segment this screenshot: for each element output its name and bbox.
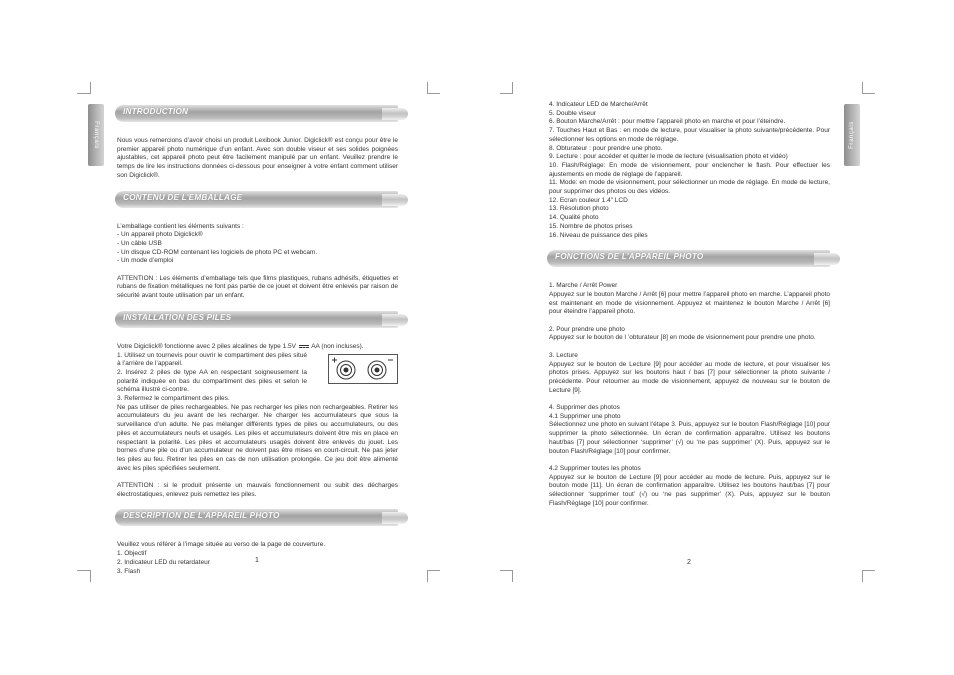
- installation-step: 3. Refermez le compartiment des piles.: [117, 395, 230, 403]
- list-item: 11. Mode: en mode de visionnement, pour sélectionner un mode de réglage. En mode de lecture, pour supprimer des photos ou des vidéos.: [549, 179, 830, 196]
- section-header-fonctions: [547, 250, 830, 267]
- installation-intro: [117, 343, 398, 352]
- dc-symbol-icon: [299, 344, 309, 349]
- battery-polarity-diagram: [328, 354, 398, 384]
- crop-mark: [862, 570, 863, 582]
- left-page-column: [117, 105, 398, 576]
- battery-steps: [117, 352, 398, 396]
- list-item: 12. Ecran couleur 1.4” LCD: [549, 196, 628, 204]
- subsection-title: 4.1 Supprimer une photo: [549, 412, 621, 420]
- subsection-text: Appuyez sur le bouton Marche / Arrêt [6] pour mettre l’appareil photo en marche. L’appareil photo est maintenant en mode de visionnement. Appuyez et maintenez le bouton Marche / Arrêt [6] pour éteindre l’appareil photo.: [549, 290, 830, 316]
- subsection-title: 1. Marche / Arrêt Power: [549, 282, 618, 290]
- list-item: 15. Nombre de photos prises: [549, 222, 633, 230]
- subsection-title: 4. Supprimer des photos: [549, 404, 620, 412]
- crop-mark: [428, 93, 440, 94]
- section-title: DESCRIPTION DE L’APPAREIL PHOTO: [123, 511, 280, 521]
- list-item: 4. Indicateur LED de Marche/Arrêt: [549, 101, 648, 108]
- crop-mark: [863, 570, 875, 571]
- section-header-introduction: [115, 105, 398, 122]
- subsection-title: 3. Lecture: [549, 351, 578, 359]
- section-title: INSTALLATION DES PILES: [123, 312, 232, 322]
- list-item: 5. Double viseur: [549, 109, 596, 117]
- list-item: 16. Niveau de puissance des piles: [549, 231, 648, 239]
- page-number: 1: [255, 557, 259, 564]
- list-item: 1. Objectif: [117, 550, 147, 558]
- crop-mark: [77, 93, 90, 94]
- subsection-text: Appuyez sur le bouton de l ’obturateur [8] en mode de visionnement pour prendre une photo.: [549, 334, 816, 342]
- language-tab-label: Français: [93, 121, 99, 149]
- section-header-description: [115, 509, 398, 526]
- crop-mark: [90, 570, 91, 582]
- right-page-column: [549, 101, 830, 508]
- section-title: FONCTIONS DE L’APPAREIL PHOTO: [555, 252, 704, 262]
- subsection-text: Appuyez sur le bouton de Lecture [9] pour accéder au mode de lecture, et pour visualiser les photos prises. Appuyez sur les boutons haut / bas [7] pour sélectionner la photo suivante / précédente. Pour retourner au mode de visionnement, appuyez de nouveau sur le bouton de Lecture [9].: [549, 360, 830, 394]
- list-item: 6. Bouton Marche/Arrêt : pour mettre l’appareil photo en marche et pour l’éteindre.: [549, 118, 786, 126]
- crop-mark: [427, 570, 428, 582]
- installation-intro-start: Votre Digiclick® fonctionne avec 2 piles alcalines de type 1.5V: [117, 342, 296, 350]
- installation-warning: ATTENTION : si le produit présente un mauvais fonctionnement ou subit des décharges électrostatiques, enlevez puis remettez les piles.: [117, 482, 398, 498]
- installation-step: 1. Utilisez un tournevis pour ouvrir le compartiment des piles situé à l’arrière de l’appareil.: [117, 351, 307, 368]
- crop-mark: [90, 82, 91, 94]
- language-tab-left: [88, 104, 104, 166]
- list-item: 13. Résolution photo: [549, 205, 609, 213]
- subsection-title: 4.2 Supprimer toutes les photos: [549, 464, 641, 472]
- list-item: 10. Flash/Réglage: En mode de visionnement, pour enclencher le flash. Pour effectuer les ajustements en mode de réglage de l’appareil.: [549, 161, 830, 178]
- list-item: 14. Qualité photo: [549, 214, 599, 222]
- contenu-intro: L’emballage contient les éléments suivants :: [117, 222, 244, 230]
- introduction-text: Nous vous remercions d’avoir choisi un produit Lexibook Junior. Digiclick® est conçu pour être le premier appareil photo numérique d’un enfant. Avec son double viseur et ses solides poignées ajustables, cet appareil photo peut être facilement manipulé par un enfant. Veuillez prendre le temps de lire les instructions données ci-dessous pour enseigner à votre enfant comment utiliser son Digiclick®.: [117, 137, 398, 179]
- list-item: - Un disque CD-ROM contenant les logiciels de photo PC et webcam.: [117, 248, 318, 256]
- section-title: CONTENU DE L’EMBALLAGE: [123, 192, 243, 202]
- page-number: 2: [687, 559, 691, 566]
- subsection-title: 2. Pour prendre une photo: [549, 325, 625, 333]
- list-item: 2. Indicateur LED du retardateur: [117, 558, 210, 566]
- crop-mark: [863, 93, 875, 94]
- installation-safety: Ne pas utiliser de piles rechargeables. Ne pas recharger les piles non rechargeables. Retirer les accumulateurs du jeu avant de les recharger. Ne charger les accumulateurs que sous la surveillance d’un adulte. Ne pas mélanger différents types de piles ou accumulateurs, ou des piles et accumulateurs neufs et usagés. Les piles et accumulateurs doivent être mis en place en respectant la polarité. Les piles et accumulateurs usagés doivent être enlevés du jouet. Les bornes d’une pile ou d’un accumulateur ne doivent pas être mises en court-circuit. Ne pas jeter les piles au feu. Retirer les piles en cas de non utilisation prolongée. Ce jeu doit être alimenté avec les piles spécifiées seulement.: [117, 403, 398, 472]
- list-item: 7. Touches Haut et Bas : en mode de lecture, pour visualiser la photo suivante/précédente. Pour sélectionner les options en mode de réglage.: [549, 127, 830, 143]
- language-tab-right: [844, 104, 860, 166]
- list-item: - Un appareil photo Digiclick®: [117, 231, 203, 239]
- crop-mark: [77, 570, 90, 571]
- list-item: 3. Flash: [117, 567, 141, 575]
- section-header-contenu: [115, 191, 398, 208]
- subsection-text: Appuyez sur le bouton de Lecture [9] pour accéder au mode de lecture. Puis, appuyez sur le bouton mode [11]. Un écran de confirmation apparaître. Utilisez les boutons haut/bas [7] pour sélectionner ‘supprimer tout’ (√) ou ‘ne pas supprimer’ (X). Puis, appuyez sur le bouton Flash/Réglage [10] pour confirmer.: [549, 473, 830, 507]
- installation-step: 2. Insérez 2 piles de type AA en respectant soigneusement la polarité indiquée en bas du compartiment des piles et selon le schéma illustré ci-contre.: [117, 368, 307, 394]
- list-item: - Un câble USB: [117, 239, 162, 247]
- language-tab-label: Français: [849, 121, 855, 149]
- crop-mark: [512, 570, 513, 582]
- crop-mark: [500, 570, 512, 571]
- crop-mark: [512, 82, 513, 94]
- description-intro: Veuillez vous référer à l’image située au verso de la page de couverture.: [117, 541, 326, 549]
- installation-intro-end: AA (non incluses).: [311, 342, 364, 350]
- crop-mark: [500, 93, 512, 94]
- subsection-text: Sélectionnez une photo en suivant l’étape 3. Puis, appuyez sur le bouton Flash/Réglage [10] pour supprimer la photo sélectionnée. Un écran de confirmation apparaître. Utilisez les boutons haut/bas [7] pour sélectionner ‘supprimer’ (√) ou ‘ne pas supprimer’ (X). Puis, appuyez sur le bouton Flash/Réglage [10] pour confirmer.: [549, 421, 830, 455]
- contenu-warning: ATTENTION : Les éléments d’emballage tels que films plastiques, rubans adhésifs, étiquettes et rubans de fixation métalliques ne font pas partie de ce jouet et doivent être enlevés par raison de sécurité avant toute utilisation par un enfant.: [117, 274, 398, 300]
- list-item: 8. Obturateur : pour prendre une photo.: [549, 144, 663, 152]
- section-title: INTRODUCTION: [123, 107, 189, 116]
- list-item: 9. Lecture : pour accéder et quitter le mode de lecture (visualisation photo et vidéo): [549, 153, 788, 161]
- battery-polarity-icon: [329, 355, 397, 383]
- section-header-installation: [115, 311, 398, 328]
- list-item: - Un mode d’emploi: [117, 257, 174, 265]
- crop-mark: [428, 570, 440, 571]
